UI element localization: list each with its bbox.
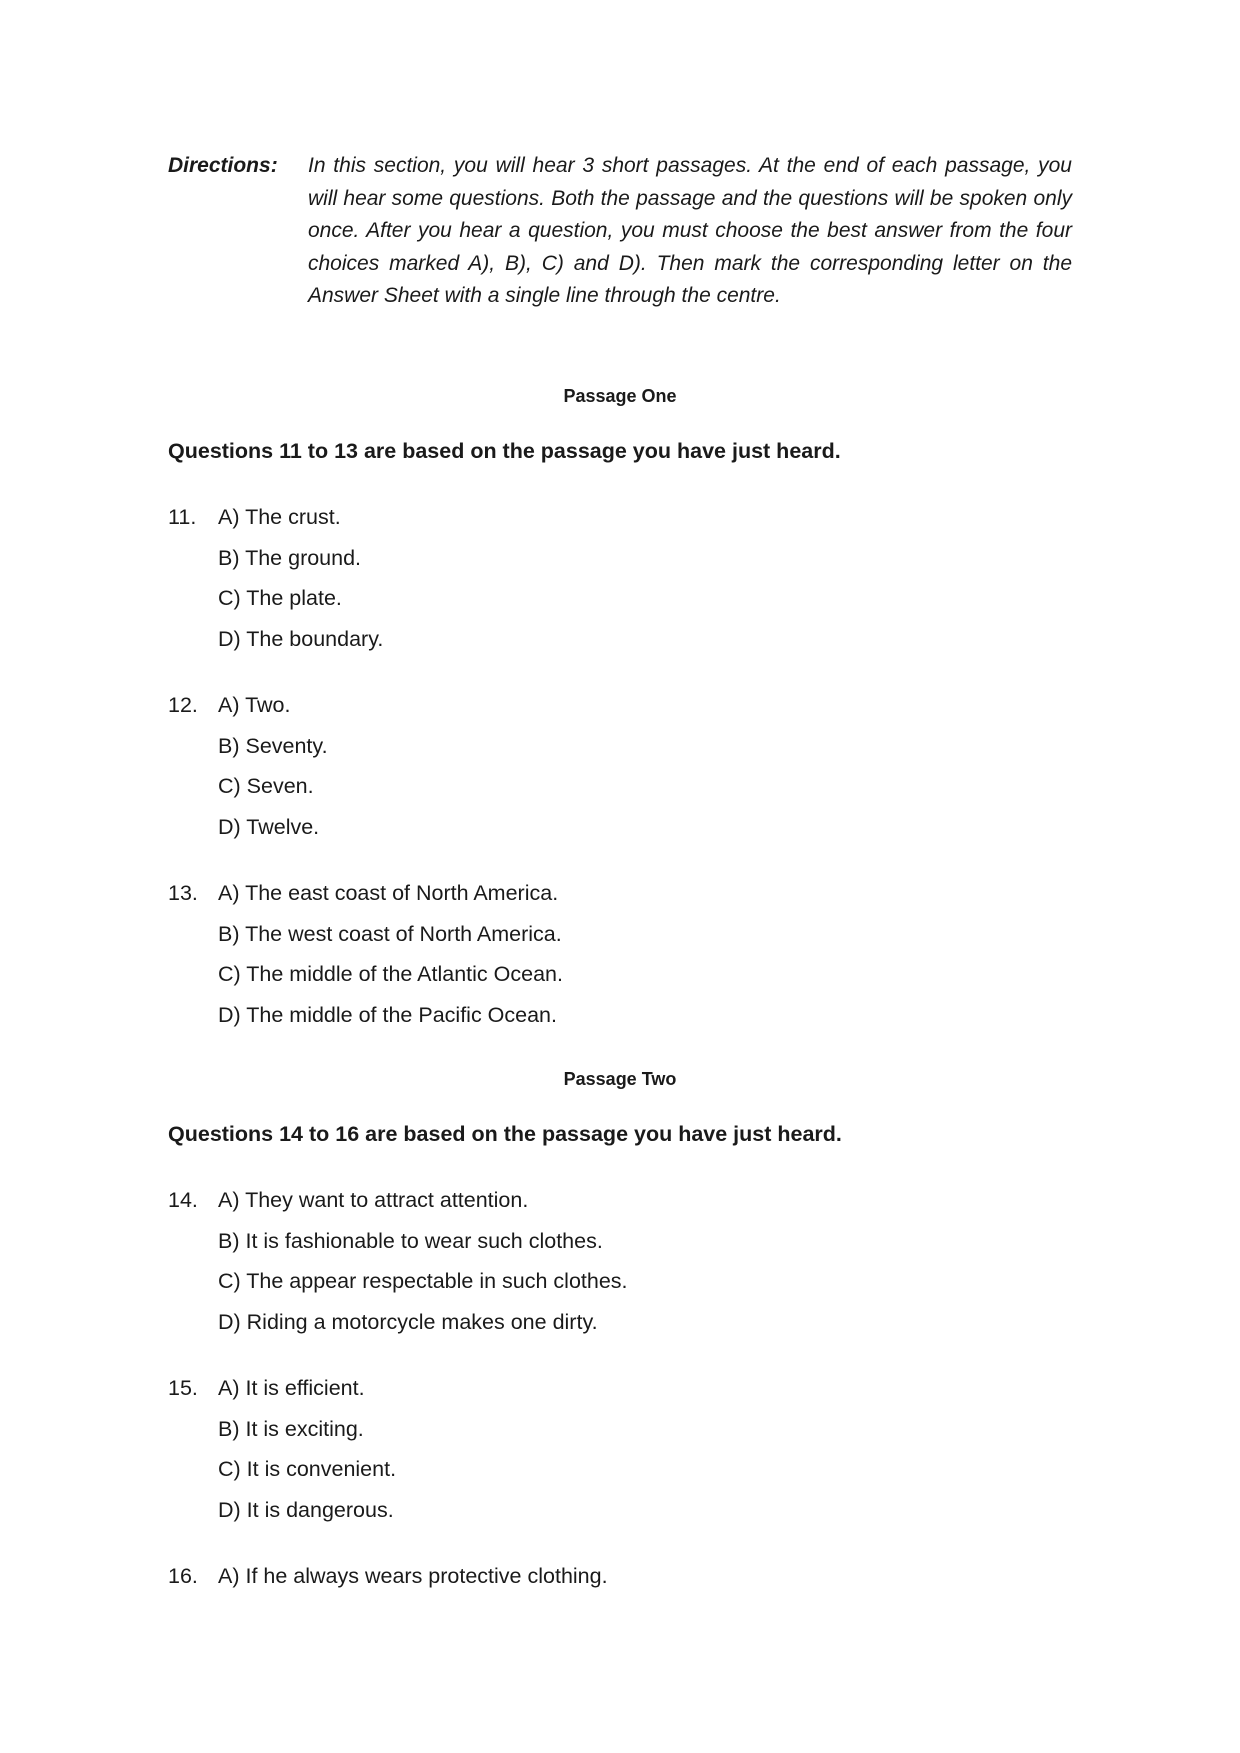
passage-one-intro: Questions 11 to 13 are based on the passage you have just heard. (168, 439, 841, 463)
option-a: A) Two. (218, 693, 291, 717)
option-c: C) Seven. (218, 774, 314, 799)
question-number: 14. (168, 1188, 198, 1212)
option-b: B) It is fashionable to wear such clothes. (218, 1228, 603, 1253)
question-number: 13. (168, 881, 198, 905)
directions-text: In this section, you will hear 3 short passages. At the end of each passage, you will hear some questions. Both the passage and the questions will be spoken only once. After you hear a question, you must choose the best answer from the four choices marked A), B), C) and D). Then mark the corresponding letter on the Answer Sheet with a single line through the centre. (308, 154, 1072, 308)
directions-block (168, 150, 1072, 313)
option-a: A) The east coast of North America. (218, 881, 559, 905)
question-number: 12. (168, 693, 198, 717)
option-a: A) The crust. (218, 505, 341, 529)
option-a: A) They want to attract attention. (218, 1188, 529, 1212)
option-d: D) It is dangerous. (218, 1498, 394, 1523)
option-c: C) The appear respectable in such clothes. (218, 1269, 628, 1294)
option-c: C) It is convenient. (218, 1457, 397, 1482)
option-b: B) Seventy. (218, 733, 328, 758)
option-d: D) Twelve. (218, 815, 320, 840)
option-d: D) The middle of the Pacific Ocean. (218, 1003, 557, 1028)
option-c: C) The middle of the Atlantic Ocean. (218, 962, 563, 987)
directions-label: Directions: (168, 154, 278, 177)
passage-one-heading: Passage One (563, 386, 677, 406)
option-a: A) It is efficient. (218, 1376, 365, 1400)
question-number: 15. (168, 1376, 198, 1400)
option-c: C) The plate. (218, 586, 342, 611)
option-d: D) The boundary. (218, 627, 384, 652)
option-b: B) The west coast of North America. (218, 921, 562, 946)
option-d: D) Riding a motorcycle makes one dirty. (218, 1310, 598, 1335)
passage-two-heading: Passage Two (563, 1069, 677, 1089)
option-b: B) It is exciting. (218, 1416, 364, 1441)
question-number: 11. (168, 505, 197, 529)
passage-two-intro: Questions 14 to 16 are based on the passage you have just heard. (168, 1122, 842, 1146)
question-number: 16. (168, 1564, 198, 1588)
option-b: B) The ground. (218, 545, 362, 570)
option-a: A) If he always wears protective clothing. (218, 1564, 608, 1588)
